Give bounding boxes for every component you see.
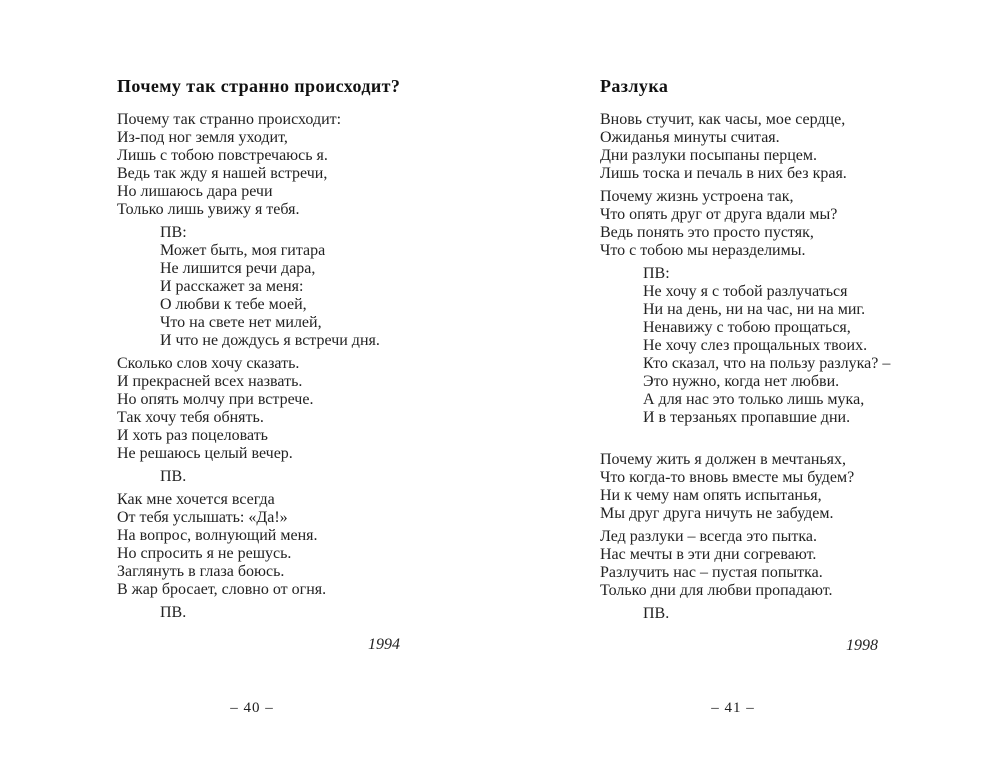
poem-line: Лед разлуки – всегда это пытка. — [600, 528, 817, 545]
poem-stanza — [117, 111, 462, 219]
poem-stanza — [600, 451, 915, 523]
poem-line: Сколько слов хочу сказать. — [117, 355, 300, 372]
poem-line: ПВ. — [160, 468, 187, 485]
refrain-label-block — [117, 604, 462, 622]
poem-line: Вновь стучит, как часы, мое сердце, — [600, 111, 846, 128]
poem-body-left — [117, 111, 462, 622]
poem-line: И что не дождусь я встречи дня. — [160, 332, 380, 349]
poem-line: Ведь так жду я нашей встречи, — [117, 165, 328, 182]
poem-line: Заглянуть в глаза боюсь. — [117, 563, 285, 580]
poem-refrain — [600, 265, 915, 427]
left-page — [117, 76, 462, 654]
poem-body-right — [600, 111, 915, 623]
poem-line: Не решаюсь целый вечер. — [117, 445, 293, 462]
poem-line: Может быть, моя гитара — [160, 242, 326, 259]
poem-line: Только дни для любви пропадают. — [600, 582, 833, 599]
poem-line: Что на свете нет милей, — [160, 314, 322, 331]
poem-line: Из-под ног земля уходит, — [117, 129, 288, 146]
poem-line: Лишь с тобою повстречаюсь я. — [117, 147, 328, 164]
poem-line: Лишь тоска и печаль в них без края. — [600, 165, 847, 182]
poem-line: На вопрос, волнующий меня. — [117, 527, 318, 544]
poem-line: Мы друг друга ничуть не забудем. — [600, 505, 834, 522]
poem-line: Дни разлуки посыпаны перцем. — [600, 147, 818, 164]
poem-line: Только лишь увижу я тебя. — [117, 201, 300, 218]
poem-line: Кто сказал, что на пользу разлука? – — [643, 355, 891, 372]
poem-line: Ни к чему нам опять испытанья, — [600, 487, 822, 504]
poem-line: Не хочу я с тобой разлучаться — [643, 283, 848, 300]
poem-stanza — [117, 491, 462, 599]
poem-stanza — [600, 528, 915, 600]
poem-line: ПВ: — [160, 224, 187, 241]
poem-line: И хоть раз поцеловать — [117, 427, 268, 444]
poem-line: Разлучить нас – пустая попытка. — [600, 564, 823, 581]
poem-line: От тебя услышать: «Да!» — [117, 509, 288, 526]
poem-line: Что когда-то вновь вместе мы будем? — [600, 469, 855, 486]
poem-year-left: 1994 — [368, 636, 400, 653]
refrain-label-block — [117, 468, 462, 486]
poem-line: Почему так странно происходит: — [117, 111, 342, 128]
poem-line: Но спросить я не решусь. — [117, 545, 292, 562]
poem-line: ПВ. — [643, 605, 670, 622]
poem-line: Ненавижу с тобою прощаться, — [643, 319, 851, 336]
right-page — [600, 76, 915, 655]
poem-line: Не хочу слез прощальных твоих. — [643, 337, 868, 354]
poem-line: ПВ. — [160, 604, 187, 621]
poem-line: Ведь понять это просто пустяк, — [600, 224, 814, 241]
poem-line: Что с тобою мы неразделимы. — [600, 242, 806, 259]
page-number-left: – 40 – — [230, 700, 274, 716]
poem-stanza — [600, 111, 915, 183]
poem-line: Ожиданья минуты считая. — [600, 129, 780, 146]
poem-line: В жар бросает, словно от огня. — [117, 581, 327, 598]
poem-line: Так хочу тебя обнять. — [117, 409, 264, 426]
poem-line: Почему жизнь устроена так, — [600, 188, 794, 205]
page-number-right: – 41 – — [711, 700, 755, 716]
poem-line: ПВ: — [643, 265, 670, 282]
poem-line: Но лишаюсь дара речи — [117, 183, 273, 200]
poem-line: Не лишится речи дара, — [160, 260, 316, 277]
poem-stanza — [600, 188, 915, 260]
poem-line: Почему жить я должен в мечтаньях, — [600, 451, 847, 468]
poem-line: Что опять друг от друга вдали мы? — [600, 206, 838, 223]
poem-title-left: Почему так странно происходит? — [117, 76, 401, 96]
poem-line: И в терзаньях пропавшие дни. — [643, 409, 851, 426]
poem-line: Но опять молчу при встрече. — [117, 391, 314, 408]
poem-line: И расскажет за меня: — [160, 278, 304, 295]
poem-line: Как мне хочется всегда — [117, 491, 275, 508]
poem-year-right: 1998 — [846, 637, 878, 654]
poem-line: О любви к тебе моей, — [160, 296, 307, 313]
refrain-label-block — [600, 605, 915, 623]
poem-title-right: Разлука — [600, 76, 669, 96]
poem-line: А для нас это только лишь мука, — [643, 391, 865, 408]
poem-line: Ни на день, ни на час, ни на миг. — [643, 301, 866, 318]
poem-refrain — [117, 224, 462, 350]
poem-line: И прекрасней всех назвать. — [117, 373, 303, 390]
poem-line: Это нужно, когда нет любви. — [643, 373, 840, 390]
poem-line: Нас мечты в эти дни согревают. — [600, 546, 817, 563]
poem-stanza — [117, 355, 462, 463]
